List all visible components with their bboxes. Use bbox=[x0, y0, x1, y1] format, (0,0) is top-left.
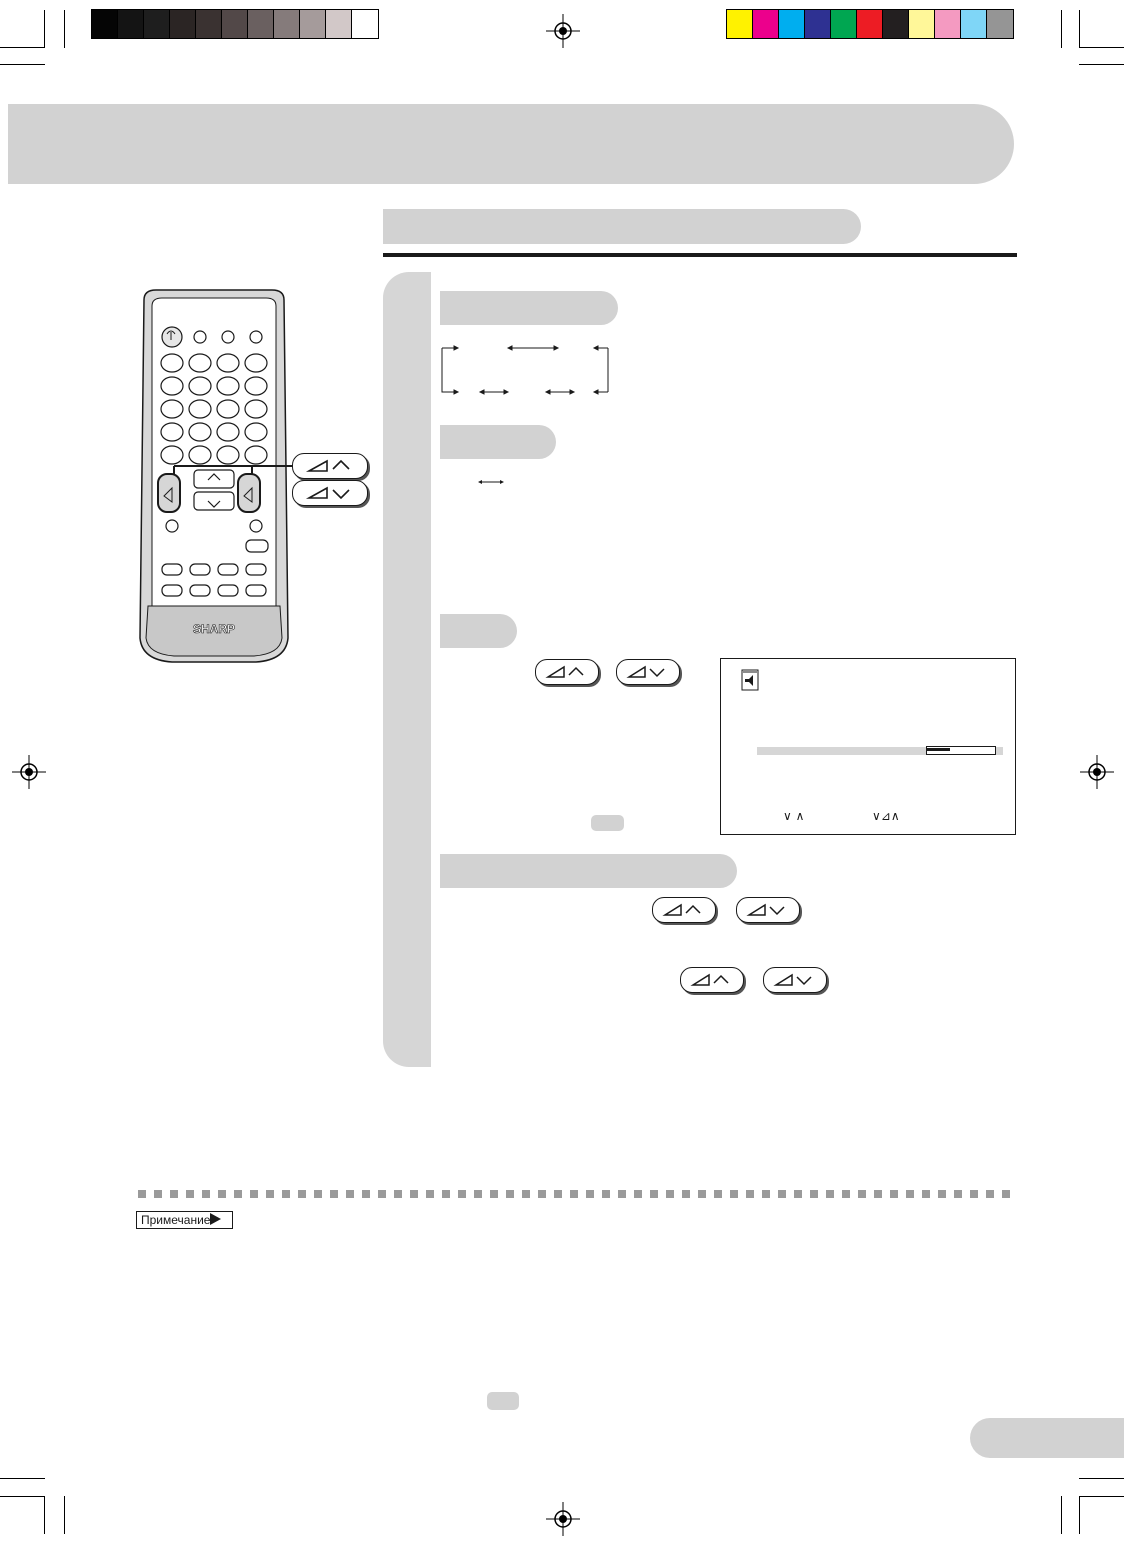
color-swatch bbox=[909, 10, 935, 38]
registration-target-icon bbox=[12, 755, 46, 789]
page-title-banner bbox=[8, 104, 1014, 184]
step-2-heading bbox=[440, 425, 556, 459]
crop-mark bbox=[1079, 47, 1124, 48]
registration-target-icon bbox=[1080, 755, 1114, 789]
section-heading-bar bbox=[383, 209, 861, 244]
note-divider bbox=[138, 1190, 1018, 1198]
divider-dot bbox=[474, 1190, 482, 1198]
divider-dot bbox=[458, 1190, 466, 1198]
divider-dot bbox=[730, 1190, 738, 1198]
page-number-tag bbox=[487, 1392, 519, 1410]
divider-dot bbox=[826, 1190, 834, 1198]
step-4-heading bbox=[440, 854, 737, 888]
divider-dot bbox=[266, 1190, 274, 1198]
note-label: Примечание bbox=[136, 1211, 233, 1229]
osd-hint-right: ∨⊿∧ bbox=[872, 809, 900, 823]
divider-dot bbox=[538, 1190, 546, 1198]
step-1-heading bbox=[440, 291, 618, 325]
divider-dot bbox=[314, 1190, 322, 1198]
divider-dot bbox=[170, 1190, 178, 1198]
crop-mark bbox=[0, 47, 45, 48]
divider-dot bbox=[298, 1190, 306, 1198]
crop-mark bbox=[64, 1496, 65, 1534]
divider-dot bbox=[714, 1190, 722, 1198]
divider-dot bbox=[890, 1190, 898, 1198]
divider-dot bbox=[506, 1190, 514, 1198]
color-swatch bbox=[987, 10, 1013, 38]
divider-dot bbox=[554, 1190, 562, 1198]
divider-dot bbox=[842, 1190, 850, 1198]
osd-volume-screen bbox=[720, 658, 1016, 835]
color-swatch bbox=[118, 10, 144, 38]
divider-dot bbox=[138, 1190, 146, 1198]
osd-hint-left: ∨ ∧ bbox=[783, 809, 805, 823]
steps-column bbox=[383, 272, 431, 1067]
page-number-tab bbox=[970, 1418, 1124, 1458]
grayscale-swatch-strip bbox=[91, 9, 379, 39]
crop-mark bbox=[1079, 10, 1080, 48]
divider-dot bbox=[330, 1190, 338, 1198]
crop-mark bbox=[1079, 1496, 1080, 1534]
divider-dot bbox=[362, 1190, 370, 1198]
crop-mark bbox=[1079, 1478, 1124, 1479]
color-swatch bbox=[727, 10, 753, 38]
divider-dot bbox=[874, 1190, 882, 1198]
divider-dot bbox=[698, 1190, 706, 1198]
crop-mark bbox=[0, 64, 45, 65]
divider-dot bbox=[426, 1190, 434, 1198]
crop-mark bbox=[1079, 1496, 1124, 1497]
divider-dot bbox=[202, 1190, 210, 1198]
divider-dot bbox=[282, 1190, 290, 1198]
color-swatch-strip bbox=[726, 9, 1014, 39]
divider-dot bbox=[570, 1190, 578, 1198]
mode-cycle-diagram bbox=[440, 342, 614, 398]
volume-down-key[interactable] bbox=[292, 480, 368, 506]
divider-dot bbox=[410, 1190, 418, 1198]
divider-dot bbox=[394, 1190, 402, 1198]
divider-dot bbox=[954, 1190, 962, 1198]
color-swatch bbox=[274, 10, 300, 38]
divider-dot bbox=[650, 1190, 658, 1198]
color-swatch bbox=[935, 10, 961, 38]
divider-dot bbox=[218, 1190, 226, 1198]
color-swatch bbox=[144, 10, 170, 38]
volume-up-key-inline[interactable] bbox=[535, 659, 599, 685]
crop-mark bbox=[1061, 1496, 1062, 1534]
divider-dot bbox=[586, 1190, 594, 1198]
section-rule bbox=[383, 253, 1017, 257]
crop-mark bbox=[0, 1478, 45, 1479]
speaker-volume-icon bbox=[741, 669, 759, 691]
divider-dot bbox=[522, 1190, 530, 1198]
divider-dot bbox=[906, 1190, 914, 1198]
color-swatch bbox=[300, 10, 326, 38]
toggle-arrow-icon bbox=[478, 477, 504, 487]
crop-mark bbox=[0, 1496, 45, 1497]
osd-volume-level bbox=[926, 746, 996, 755]
color-swatch bbox=[196, 10, 222, 38]
crop-mark bbox=[64, 10, 65, 48]
color-swatch bbox=[779, 10, 805, 38]
color-swatch bbox=[170, 10, 196, 38]
color-swatch bbox=[831, 10, 857, 38]
color-swatch bbox=[961, 10, 987, 38]
crop-mark bbox=[44, 10, 45, 48]
divider-dot bbox=[1002, 1190, 1010, 1198]
volume-up-key[interactable] bbox=[292, 453, 368, 479]
divider-dot bbox=[378, 1190, 386, 1198]
color-swatch bbox=[92, 10, 118, 38]
divider-dot bbox=[250, 1190, 258, 1198]
divider-dot bbox=[858, 1190, 866, 1198]
divider-dot bbox=[922, 1190, 930, 1198]
divider-dot bbox=[794, 1190, 802, 1198]
color-swatch bbox=[857, 10, 883, 38]
step-3-heading bbox=[440, 614, 517, 648]
divider-dot bbox=[986, 1190, 994, 1198]
osd-volume-fill bbox=[927, 748, 950, 751]
volume-down-key-inline[interactable] bbox=[616, 659, 680, 685]
color-swatch bbox=[326, 10, 352, 38]
divider-dot bbox=[442, 1190, 450, 1198]
color-swatch bbox=[248, 10, 274, 38]
divider-dot bbox=[666, 1190, 674, 1198]
divider-dot bbox=[810, 1190, 818, 1198]
color-swatch bbox=[352, 10, 378, 38]
registration-target-icon bbox=[546, 1502, 580, 1536]
volume-down-key-inline[interactable] bbox=[763, 967, 827, 993]
color-swatch bbox=[753, 10, 779, 38]
divider-dot bbox=[762, 1190, 770, 1198]
registration-target-icon bbox=[546, 14, 580, 48]
divider-dot bbox=[602, 1190, 610, 1198]
divider-dot bbox=[154, 1190, 162, 1198]
crop-mark bbox=[1061, 10, 1062, 48]
divider-dot bbox=[346, 1190, 354, 1198]
divider-dot bbox=[970, 1190, 978, 1198]
divider-dot bbox=[234, 1190, 242, 1198]
divider-dot bbox=[682, 1190, 690, 1198]
divider-dot bbox=[490, 1190, 498, 1198]
color-swatch bbox=[883, 10, 909, 38]
divider-dot bbox=[746, 1190, 754, 1198]
divider-dot bbox=[186, 1190, 194, 1198]
divider-dot bbox=[778, 1190, 786, 1198]
note-arrow-icon bbox=[210, 1213, 221, 1225]
page-ref-tag bbox=[591, 815, 624, 831]
divider-dot bbox=[634, 1190, 642, 1198]
color-swatch bbox=[805, 10, 831, 38]
volume-down-key-inline[interactable] bbox=[736, 897, 800, 923]
volume-up-key-inline[interactable] bbox=[680, 967, 744, 993]
svg-text:SHARP: SHARP bbox=[192, 622, 236, 636]
crop-mark bbox=[1079, 64, 1124, 65]
divider-dot bbox=[618, 1190, 626, 1198]
color-swatch bbox=[222, 10, 248, 38]
volume-up-key-inline[interactable] bbox=[652, 897, 716, 923]
crop-mark bbox=[44, 1496, 45, 1534]
divider-dot bbox=[938, 1190, 946, 1198]
